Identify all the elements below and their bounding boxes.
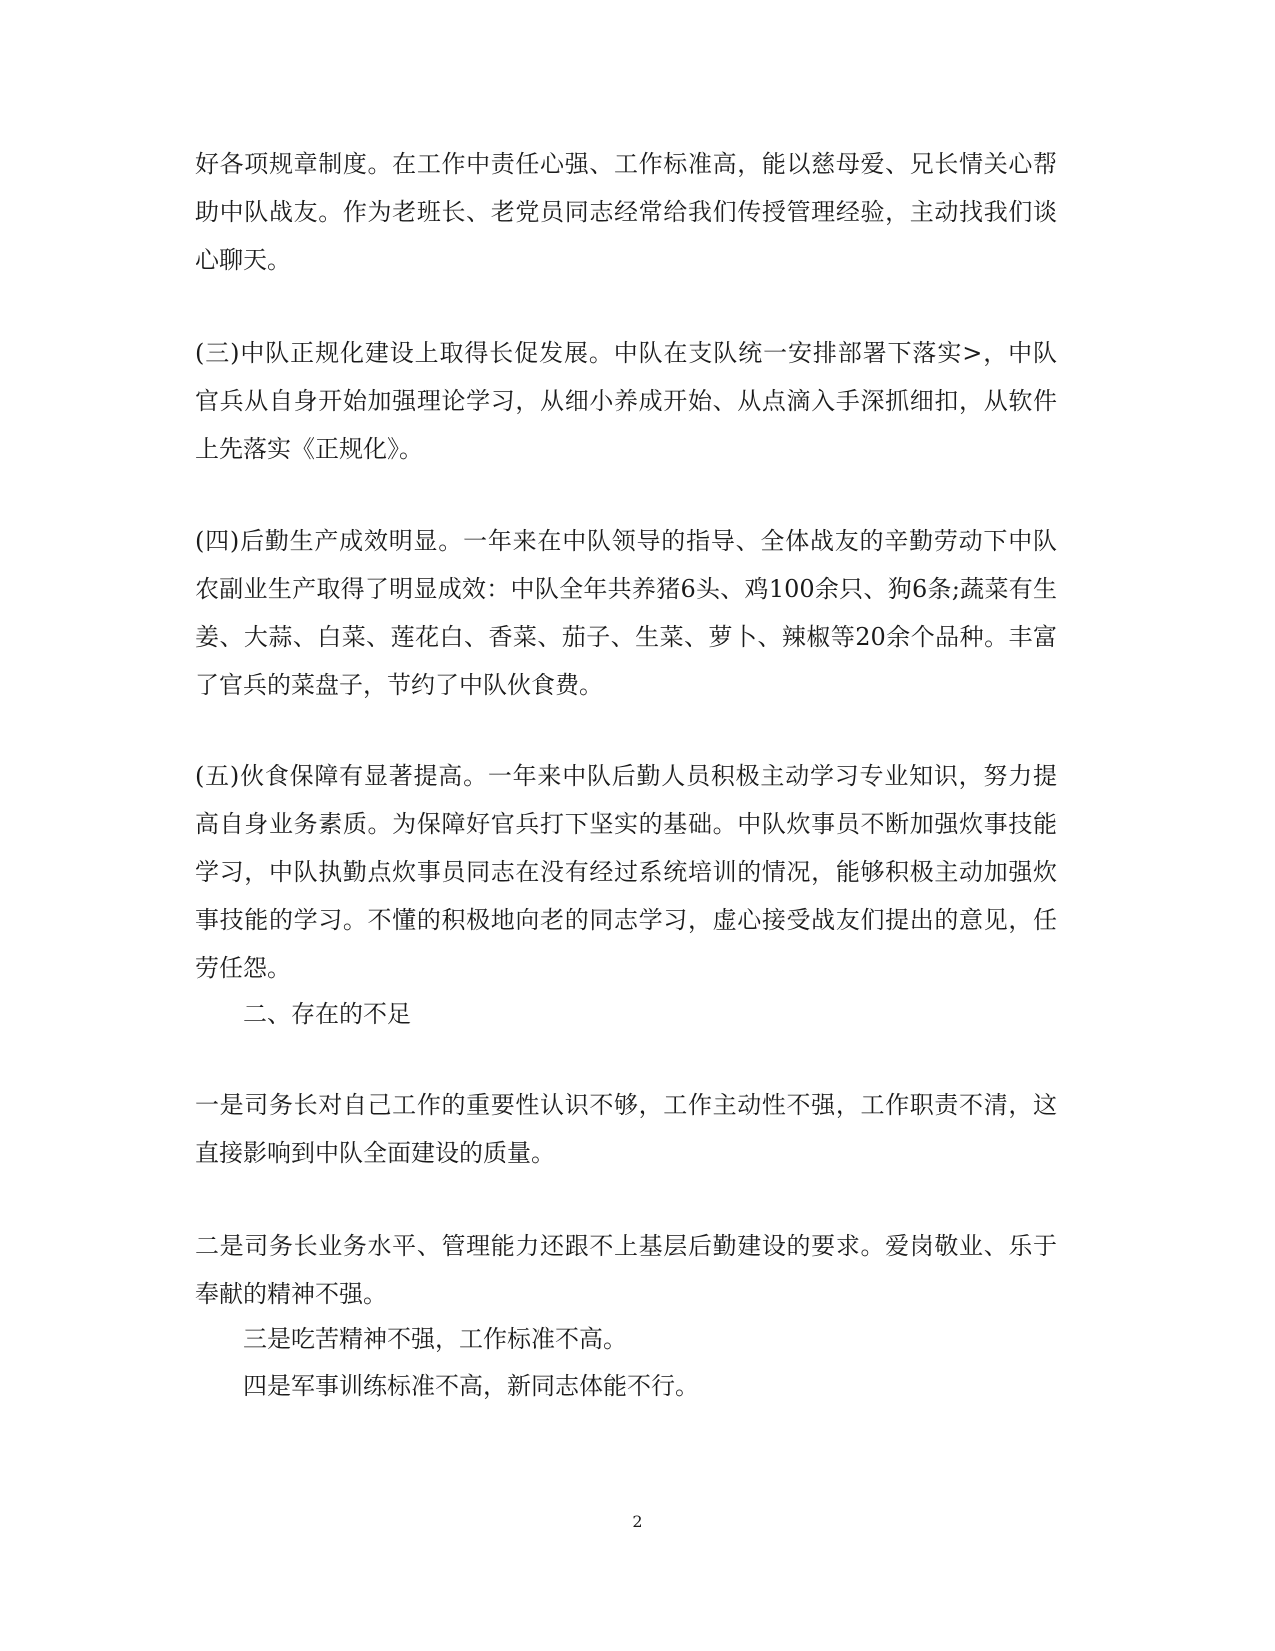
shortcoming-three: 三是吃苦精神不强，工作标准不高。 [243, 1325, 627, 1353]
text-line: 学习，中队执勤点炊事员同志在没有经过系统培训的情况，能够积极主动加强炊 [195, 858, 1057, 886]
paragraph-standardization [195, 329, 1057, 473]
text-line: (三)中队正规化建设上取得长促发展。中队在支队统一安排部署下落实>，中队 [195, 339, 1057, 367]
text-line: 官兵从自身开始加强理论学习，从细小养成开始、从点滴入手深抓细扣，从软件 [195, 387, 1057, 415]
text-line: 二是司务长业务水平、管理能力还跟不上基层后勤建设的要求。爱岗敬业、乐于 [195, 1232, 1057, 1260]
section-heading-shortcomings: 二、存在的不足 [243, 1000, 411, 1028]
text-line: 助中队战友。作为老班长、老党员同志经常给我们传授管理经验，主动找我们谈 [195, 198, 1057, 226]
shortcoming-four: 四是军事训练标准不高，新同志体能不行。 [243, 1372, 699, 1400]
paragraph-logistics-production [195, 517, 1057, 709]
paragraph-shortcoming-one [195, 1081, 1057, 1177]
text-line: (五)伙食保障有显著提高。一年来中队后勤人员积极主动学习专业知识，努力提 [195, 762, 1057, 790]
text-line: 事技能的学习。不懂的积极地向老的同志学习，虚心接受战友们提出的意见，任 [195, 906, 1057, 934]
paragraph-food-support [195, 752, 1057, 992]
text-line: 高自身业务素质。为保障好官兵打下坚实的基础。中队炊事员不断加强炊事技能 [195, 810, 1057, 838]
paragraph-regulations [195, 140, 1057, 284]
text-line: 心聊天。 [195, 246, 291, 274]
text-line: 上先落实《正规化》。 [195, 435, 423, 463]
text-line: 奉献的精神不强。 [195, 1280, 387, 1308]
text-line: 了官兵的菜盘子，节约了中队伙食费。 [195, 671, 603, 699]
text-line: 好各项规章制度。在工作中责任心强、工作标准高，能以慈母爱、兄长情关心帮 [195, 150, 1057, 178]
page-number: 2 [632, 1512, 643, 1531]
text-line: 一是司务长对自己工作的重要性认识不够，工作主动性不强，工作职责不清，这 [195, 1091, 1057, 1119]
text-line: 农副业生产取得了明显成效：中队全年共养猪6头、鸡100余只、狗6条;蔬菜有生 [195, 575, 1057, 603]
text-line: (四)后勤生产成效明显。一年来在中队领导的指导、全体战友的辛勤劳动下中队 [195, 527, 1057, 555]
text-line: 劳任怨。 [195, 954, 291, 982]
paragraph-shortcoming-two [195, 1222, 1057, 1318]
text-line: 直接影响到中队全面建设的质量。 [195, 1139, 555, 1167]
text-line: 姜、大蒜、白菜、莲花白、香菜、茄子、生菜、萝卜、辣椒等20余个品种。丰富 [195, 623, 1057, 651]
